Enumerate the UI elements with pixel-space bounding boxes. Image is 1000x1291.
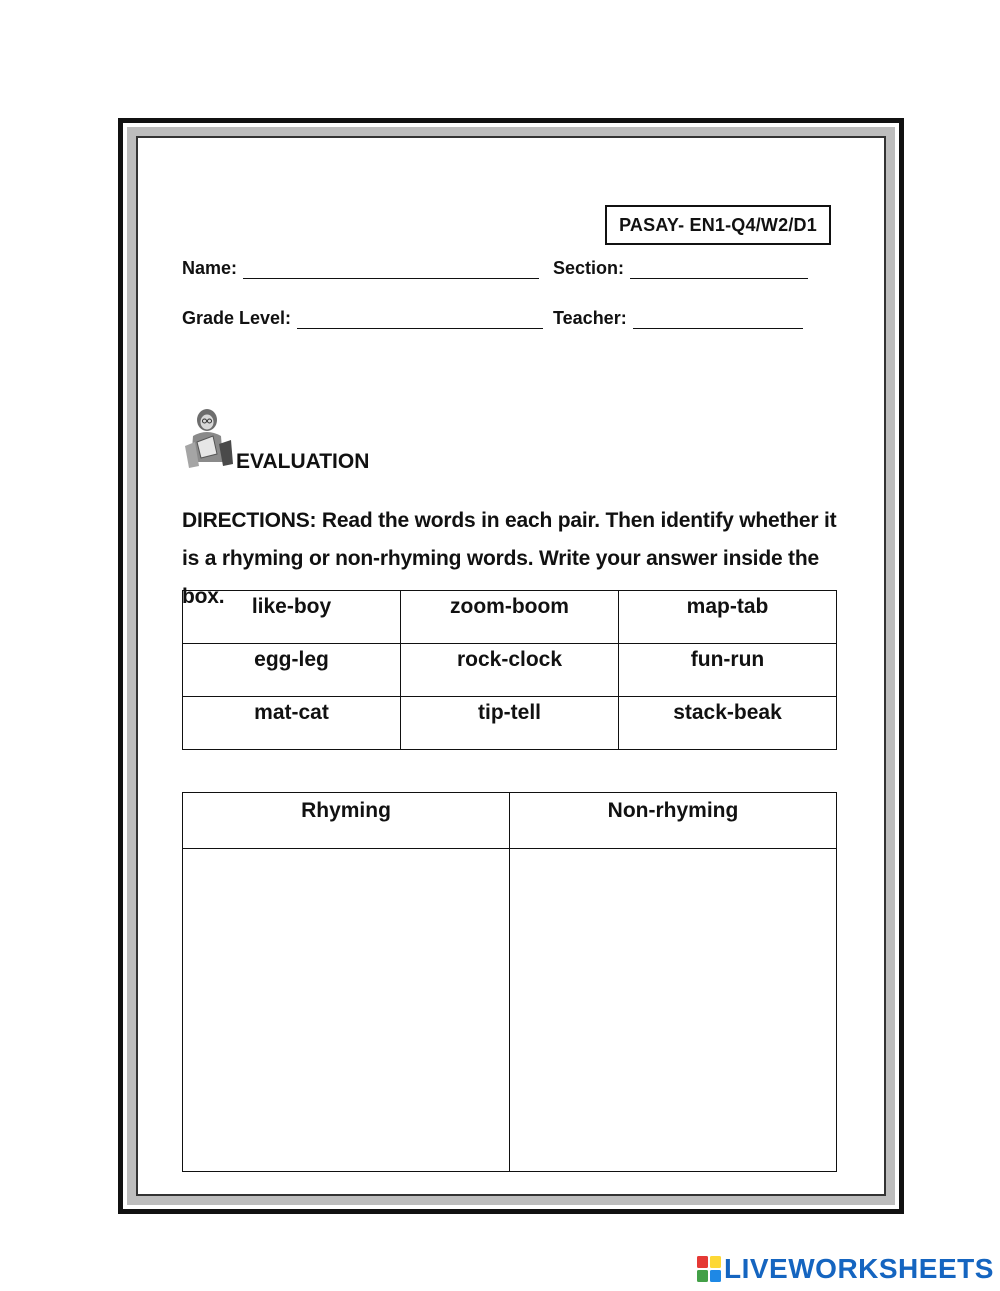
word-pair-cell[interactable]: mat-cat xyxy=(183,697,401,750)
grade-level-label: Grade Level: xyxy=(182,308,292,328)
answer-header-row xyxy=(183,793,837,849)
rhyming-header: Rhyming xyxy=(183,793,510,849)
section-field xyxy=(553,258,808,279)
evaluation-title: EVALUATION xyxy=(236,450,370,473)
section-label: Section: xyxy=(553,258,625,278)
word-pair-cell[interactable]: map-tab xyxy=(619,591,837,644)
table-row xyxy=(183,697,837,750)
word-pair-cell[interactable]: like-boy xyxy=(183,591,401,644)
teacher-blank[interactable] xyxy=(633,312,803,329)
worksheet-code: PASAY- EN1-Q4/W2/D1 xyxy=(605,205,831,245)
non-rhyming-drop-zone[interactable] xyxy=(510,849,837,1172)
name-label: Name: xyxy=(182,258,238,278)
word-pair-cell[interactable]: egg-leg xyxy=(183,644,401,697)
name-field xyxy=(182,258,539,279)
teacher-field xyxy=(553,308,803,329)
liveworksheets-logo-icon xyxy=(697,1256,721,1282)
table-row xyxy=(183,644,837,697)
table-row xyxy=(183,591,837,644)
answer-table xyxy=(182,792,837,1172)
word-pair-cell[interactable]: zoom-boom xyxy=(401,591,619,644)
grade-level-field xyxy=(182,308,543,329)
teacher-reading-icon xyxy=(183,406,235,468)
brand-name: LIVEWORKSHEETS xyxy=(724,1253,994,1284)
answer-drop-row xyxy=(183,849,837,1172)
non-rhyming-header: Non-rhyming xyxy=(510,793,837,849)
grade-level-blank[interactable] xyxy=(297,312,543,329)
rhyming-drop-zone[interactable] xyxy=(183,849,510,1172)
word-pair-cell[interactable]: rock-clock xyxy=(401,644,619,697)
section-blank[interactable] xyxy=(630,262,808,279)
word-pairs-table xyxy=(182,590,837,750)
teacher-label: Teacher: xyxy=(553,308,627,328)
name-blank[interactable] xyxy=(243,262,539,279)
word-pair-cell[interactable]: stack-beak xyxy=(619,697,837,750)
word-pair-cell[interactable]: fun-run xyxy=(619,644,837,697)
directions-text: DIRECTIONS: Read the words in each pair. Then identify whether it is a rhyming or non-rhyming words. Write your answer inside the box. xyxy=(182,509,837,608)
word-pair-cell[interactable]: tip-tell xyxy=(401,697,619,750)
liveworksheets-brand[interactable] xyxy=(697,1252,994,1286)
